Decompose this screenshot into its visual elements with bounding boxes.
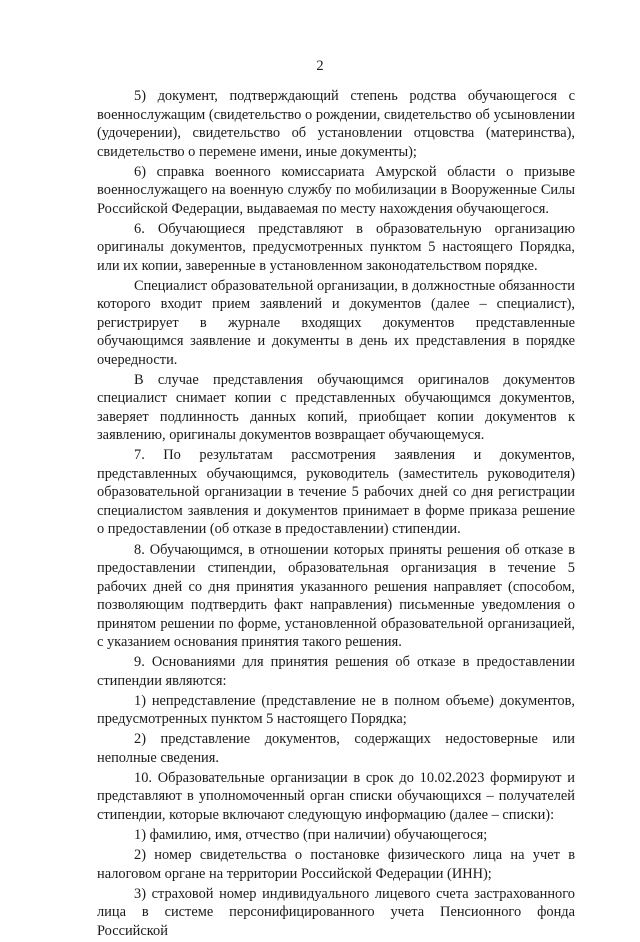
paragraph: 6) справка военного комиссариата Амурской области о призыве военнослужащего на военную службу по мобилизации в Вооруженные Силы Российской Федерации, выдаваемая по месту нахождения обучающегося. — [97, 163, 575, 217]
paragraph: 1) фамилию, имя, отчество (при наличии) обучающегося; — [134, 827, 488, 844]
paragraph: 9. Основаниями для принятия решения об отказе в предоставлении стипендии являются: — [97, 654, 575, 689]
paragraph: 3) страховой номер индивидуального лицевого счета застрахованного лица в системе персонифицированного учета Пенсионного фонда Российской — [97, 885, 575, 939]
paragraph: 10. Образовательные организации в срок до 10.02.2023 формируют и представляют в уполномоченный орган списки обучающихся – получателей стипендии, которые включают следующую информацию (далее – списки): — [97, 769, 575, 823]
paragraph: 2) номер свидетельства о постановке физического лица на учет в налоговом органе на территории Российской Федерации (ИНН); — [97, 847, 575, 882]
paragraph: 8. Обучающимся, в отношении которых приняты решения об отказе в предоставлении стипендии, образовательная организация в течение 5 рабочих дней со дня принятия указанного решения направляет (способом, позволяющим подтвердить факт направления) письменные уведомления о принятом решении по форме, установленной образовательной организацией, с указанием основания принятия такого решения. — [97, 541, 575, 651]
paragraph: Специалист образовательной организации, в должностные обязанности которого входит прием заявлений и документов (далее – специалист), регистрирует в журнале входящих документов представленные обучающимся заявление и документы в день их представления в порядке очередности. — [97, 277, 575, 368]
paragraph: 5) документ, подтверждающий степень родства обучающегося с военнослужащим (свидетельство о рождении, свидетельство об усыновлении (удочерении), свидетельство об установлении отцовства (материнства), свидетельство о перемене имени, иные документы); — [97, 88, 575, 160]
paragraph: 6. Обучающиеся представляют в образовательную организацию оригиналы документов, предусмотренных пунктом 5 настоящего Порядка, или их копии, заверенные в установленном законодательством порядке. — [97, 220, 575, 274]
paragraph: 7. По результатам рассмотрения заявления и документов, представленных обучающимся, руководитель (заместитель руководителя) образовательной организации в течение 5 рабочих дней со дня регистрации специалистом заявления и документов принимает в форме приказа решение о предоставлении (об отказе в предоставлении) стипендии. — [97, 447, 575, 538]
document-body — [97, 87, 575, 942]
paragraph: 2) представление документов, содержащих недостоверные или неполные сведения. — [97, 731, 575, 766]
page-number: 2 — [316, 58, 324, 74]
paragraph: 1) непредставление (представление не в полном объеме) документов, предусмотренных пунктом 5 настоящего Порядка; — [97, 692, 575, 728]
paragraph: В случае представления обучающимся оригиналов документов специалист снимает копии с представленных обучающимся документов, заверяет подлинность данных копий, приобщает копии документов к заявлению, оригиналы документов возвращает обучающемуся. — [97, 371, 575, 444]
